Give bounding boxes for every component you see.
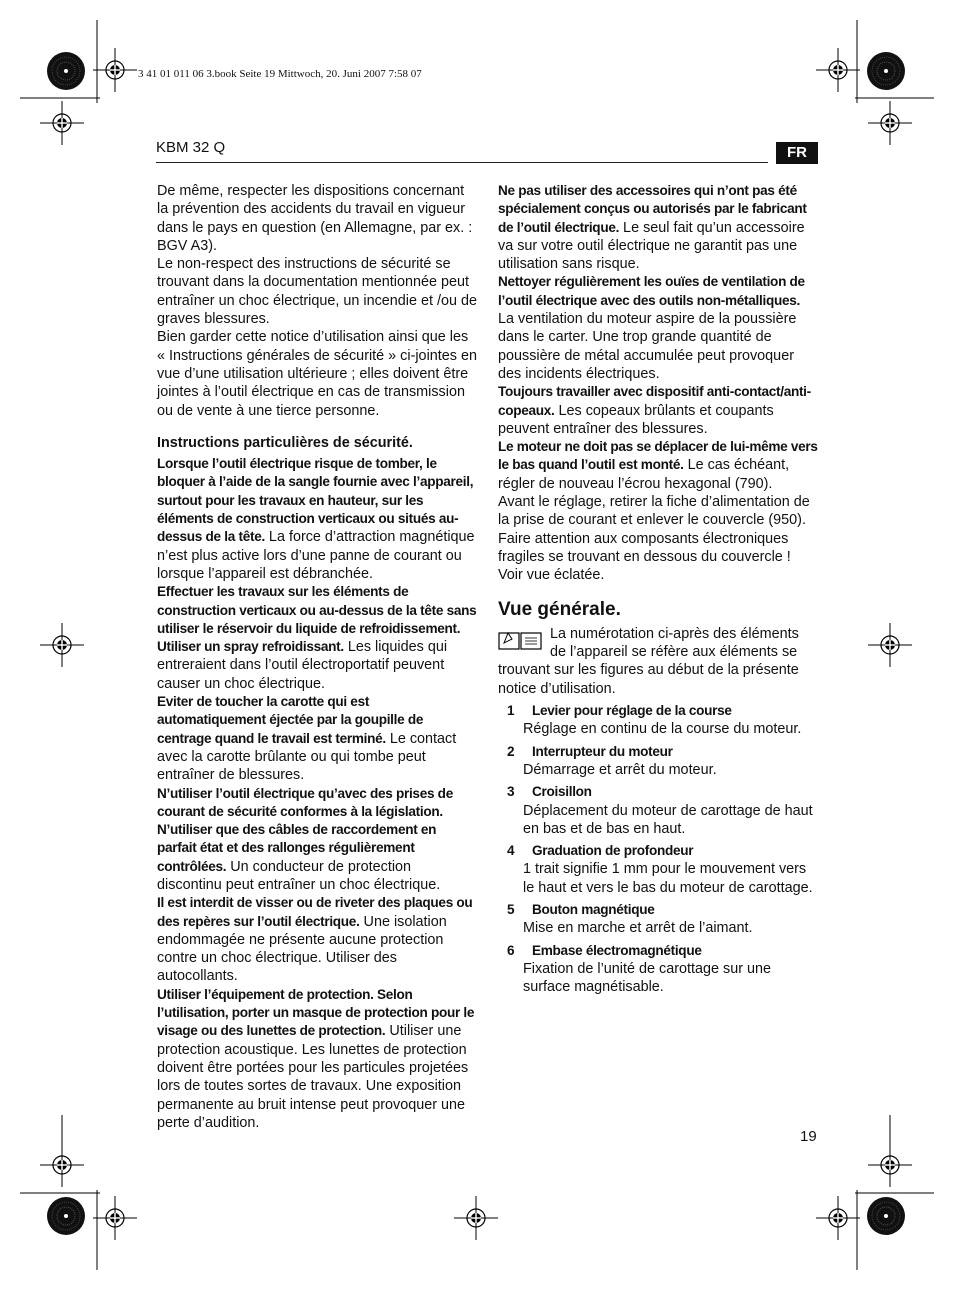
safety-item-text: Une isolation endommagée ne présente aucune protection contre un choc électrique. Utiliser des autocollants. — [157, 913, 447, 985]
safety-item — [157, 986, 477, 1132]
page-header-title: KBM 32 Q — [156, 139, 226, 156]
part-description: Démarrage et arrêt du moteur. — [523, 761, 717, 778]
part-heading: 1 Levier pour réglage de la course — [507, 703, 732, 719]
safety-item — [157, 894, 477, 985]
paragraph: Voir vue éclatée. — [498, 567, 605, 584]
left-column — [157, 182, 477, 1132]
safety-item-text: Le contact avec la carotte brûlante ou qui tombe peut entraîner de blessures. — [157, 730, 457, 784]
paragraph: Le non-respect des instructions de sécurité se trouvant dans la documentation mentionnée peut entraîner un choc électrique, un incendie et /ou de graves blessures. — [157, 256, 478, 328]
safety-item-text: Les copeaux brûlants et coupants peuvent entraîner des blessures. — [498, 402, 774, 437]
safety-item-bold: Effectuer les travaux sur les éléments de construction verticaux ou au-dessus de la tête sans utiliser le réservoir du liquide de refroidissement. Utiliser un spray refroidissant. — [157, 584, 477, 655]
part-description: Fixation de l’unité de carottage sur une surface magnétisable. — [523, 960, 771, 996]
safety-item-bold: N’utiliser l’outil électrique qu’avec des prises de courant de sécurité conformes à la législation. N’utiliser que des câbles de raccordement en parfait état et des rallonges régulièrement contrôlées. — [157, 785, 453, 874]
print-slug: 3 41 01 011 06 3.book Seite 19 Mittwoch, 20. Juni 2007 7:58 07 — [138, 68, 422, 80]
section-title: Vue générale. — [498, 598, 621, 620]
right-column — [498, 182, 818, 996]
part-heading: 2 Interrupteur du moteur — [507, 743, 673, 759]
safety-item-text: La force d’attraction magnétique n’est plus active lors d’une panne de courant ou lorsque l’appareil est débranchée. — [157, 529, 475, 582]
safety-item-text: Un conducteur de protection discontinu peut entraîner un choc électrique. — [157, 858, 441, 893]
safety-item — [157, 583, 477, 693]
safety-item-text: Le cas échéant, régler de nouveau l’écrou hexagonal (790). — [498, 457, 790, 492]
safety-item — [498, 273, 818, 383]
safety-item — [498, 438, 818, 493]
part-description: 1 trait signifie 1 mm pour le mouvement vers le haut et vers le bas du moteur de carottage. — [523, 861, 813, 896]
safety-heading: Instructions particulières de sécurité. — [157, 434, 413, 451]
page-number: 19 — [800, 1128, 817, 1145]
read-manual-icon — [498, 629, 542, 651]
language-badge: FR — [776, 142, 818, 164]
part-heading: 4 Graduation de profondeur — [507, 843, 694, 859]
part-heading: 3 Croisillon — [507, 784, 592, 800]
part-heading: 5 Bouton magnétique — [507, 901, 655, 917]
part-description: Réglage en continu de la course du moteur. — [523, 721, 802, 738]
safety-item — [157, 455, 477, 583]
safety-item-bold: Ne pas utiliser des accessoires qui n’ont pas été spécialement conçus ou autorisés par le fabricant de l’outil électrique. — [498, 183, 807, 235]
safety-item-text: Le seul fait qu’un accessoire va sur votre outil électrique ne garantit pas une utilisation sans risque. — [498, 219, 805, 273]
safety-item — [157, 693, 477, 784]
safety-item-bold: Eviter de toucher la carotte qui est automatiquement éjectée par la goupille de centrage quand le travail est terminé. — [157, 694, 424, 746]
header-rule — [156, 162, 768, 163]
safety-item-text: Les liquides qui entreraient dans l’outil électroportatif peuvent causer un choc électrique. — [157, 639, 448, 692]
safety-item-text: Utiliser une protection acoustique. Les lunettes de protection doivent être portées pour les particules projetées lors de toutes sortes de travaux. Une exposition permanente au bruit intense peut provoquer une perte d’audition. — [157, 1023, 469, 1131]
safety-item-text: La ventilation du moteur aspire de la poussière dans le carter. Une trop grande quantité de poussière de métal accumulée peut provoquer des incidents électriques. — [498, 311, 797, 382]
part-heading: 6 Embase électromagnétique — [507, 942, 702, 958]
paragraph: Avant le réglage, retirer la fiche d’alimentation de la prise de courant et enlever le couvercle (950). Faire attention aux composants électroniques fragiles se trouvant en dessous du couvercle ! — [498, 494, 810, 565]
safety-item-bold: Utiliser l’équipement de protection. Selon l’utilisation, porter un masque de protection pour le visage ou des lunettes de protection. — [157, 986, 475, 1039]
paragraph: De même, respecter les dispositions concernant la prévention des accidents du travail en vigueur dans le pays en question (en Allemagne, par ex. : BGV A3). — [157, 183, 473, 254]
safety-item-bold: Toujours travailler avec dispositif anti-contact/anti-copeaux. — [498, 384, 811, 418]
part-description: Mise en marche et arrêt de l’aimant. — [523, 920, 753, 937]
safety-item-bold: Nettoyer régulièrement les ouïes de ventilation de l’outil électrique avec des outils non-métalliques. — [498, 274, 805, 308]
safety-item-bold: Le moteur ne doit pas se déplacer de lui-même vers le bas quand l’outil est monté. — [498, 439, 818, 473]
overview-intro — [498, 625, 818, 698]
safety-item-bold: Il est interdit de visser ou de riveter des plaques ou des repères sur l’outil électrique. — [157, 895, 473, 929]
parts-list — [498, 702, 818, 996]
overview-intro-text: La numérotation ci-après des éléments de l’appareil se réfère aux éléments se trouvant sur les figures au début de la présente notice d’utilisation. — [498, 625, 799, 697]
paragraph: Bien garder cette notice d’utilisation ainsi que les « Instructions générales de sécurité » ci-jointes en vue d’une utilisation ultérieure ; elles doivent être jointes à l’outil électrique en cas de transmission ou de vente à une tierce personne. — [157, 329, 477, 419]
safety-item-bold: Lorsque l’outil électrique risque de tomber, le bloquer à l’aide de la sangle fournie avec l’appareil, surtout pour les travaux en hauteur, sur les éléments de construction verticaux ou situés au-dessus de la tête. — [157, 456, 474, 545]
safety-item — [498, 182, 818, 273]
part-description: Déplacement du moteur de carottage de haut en bas et de bas en haut. — [523, 802, 813, 837]
safety-item — [157, 785, 477, 895]
safety-item — [498, 383, 818, 438]
